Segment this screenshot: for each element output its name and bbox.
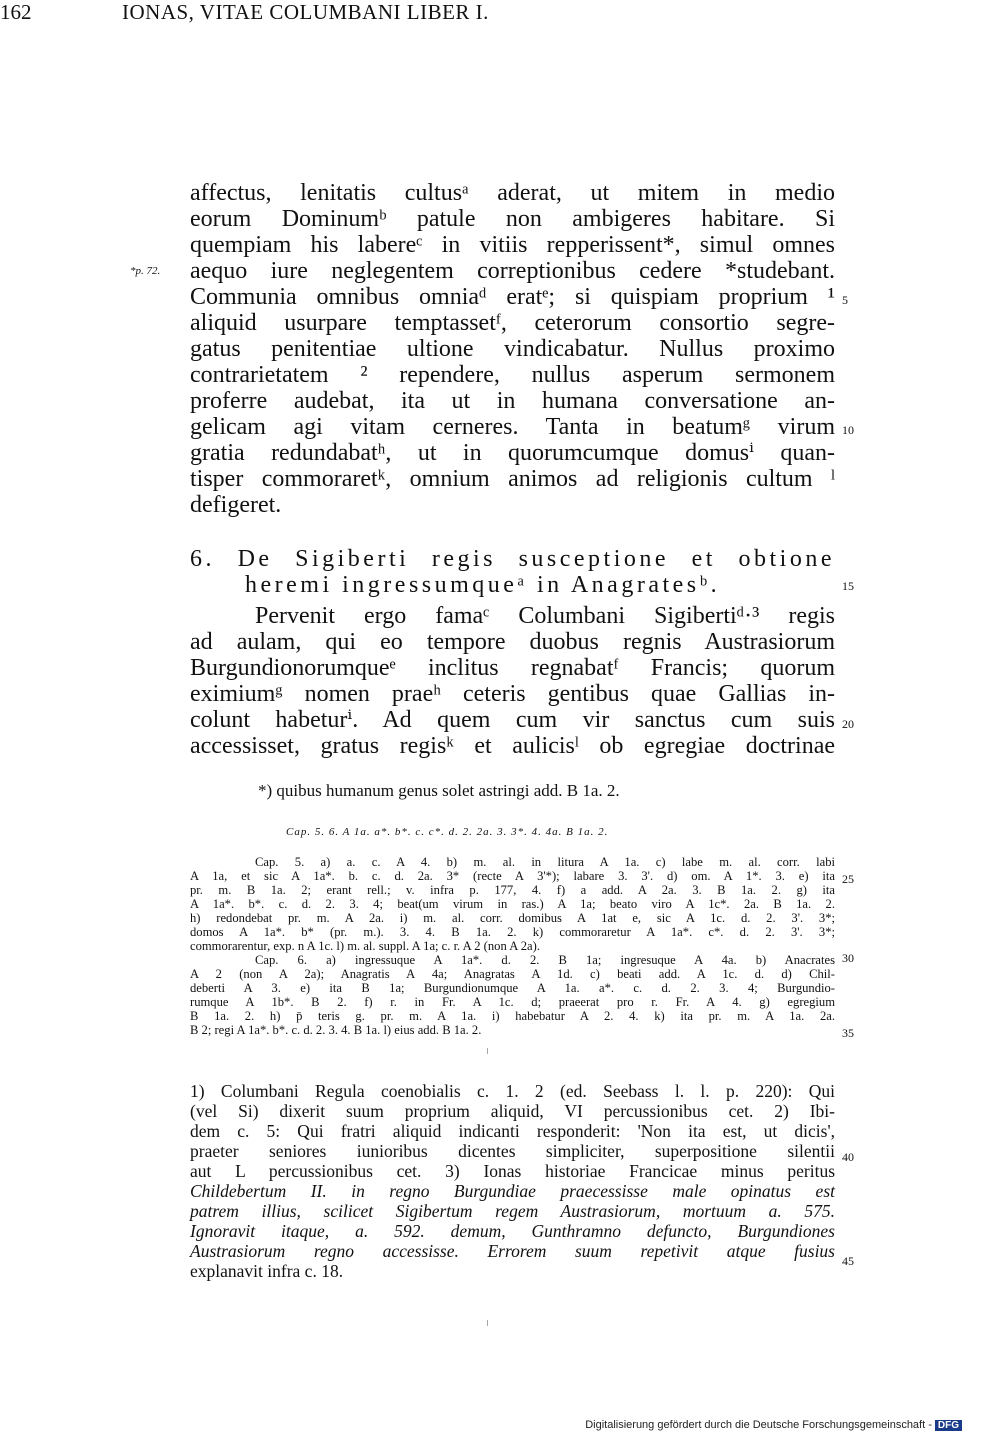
manuscript-list: Cap. 5. 6. A 1a. a*. b*. c. c*. d. 2. 2a. 3. 3*. 4. 4a. B 1a. 2.: [286, 826, 609, 838]
line-number: 30: [842, 951, 854, 965]
text-line: defigeret.: [190, 492, 282, 518]
text-line: tisper commoraretᵏ, omnium animos ad religionis cultum ˡ: [190, 466, 835, 492]
text-line: gratia redundabatʰ, ut in quorumcumque domusⁱ quan-: [190, 440, 835, 466]
note-line: aut L percussionibus cet. 3) Ionas historiae Francicae minus peritus: [190, 1161, 835, 1181]
text-line: gelicam agi vitam cerneres. Tanta in beatumᵍ virum: [190, 414, 835, 440]
text-line: gatus penitentiae ultione vindicabatur. Nullus proximo: [190, 336, 835, 362]
note-line: 1) Columbani Regula coenobialis c. 1. 2 (ed. Seebass l. l. p. 220): Qui: [190, 1081, 835, 1101]
apparatus-line: deberti A 3. e) ita B 1a; Burgundionumque A 1a. a*. c. d. 2. 3. 4; Burgundio-: [190, 981, 835, 995]
apparatus-line: h) redondebat pr. m. A 2a. i) m. al. corr. domibus A 1at e, sic A 1c. d. 2. 3'. 3*;: [190, 911, 835, 925]
text-line: contrarietatem ² rependere, nullus asperum sermonem: [190, 362, 835, 388]
line-number: 45: [842, 1254, 854, 1268]
apparatus-line: A 1a, et sic A 1a*. b. c. d. 2a. 3* (recte A 3'*); labare 3. 3'. d) om. A 1*. 3. e) ita: [190, 869, 835, 883]
chapter-heading-line2: heremi ingressumqueᵃ in Anagratesᵇ.: [245, 572, 721, 598]
text-line: Burgundionorumqueᵉ inclitus regnabatᶠ Francis; quorum: [190, 655, 835, 681]
note-line: dem c. 5: Qui fratri aliquid indicanti responderit: 'Non ita est, ut dicis',: [190, 1121, 835, 1141]
star-footnote: *) quibus humanum genus solet astringi add. B 1a. 2.: [258, 781, 620, 800]
text-line: aliquid usurpare temptassetᶠ, ceterorum consortio segre-: [190, 310, 835, 336]
line-number: 10: [842, 423, 854, 437]
text-line: eximiumᵍ nomen praeʰ ceteris gentibus quae Gallias in-: [190, 681, 835, 707]
text-line: colunt habeturⁱ. Ad quem cum vir sanctus cum suis: [190, 707, 835, 733]
text-line: accessisset, gratus regisᵏ et aulicisˡ ob egregiae doctrinae: [190, 733, 835, 759]
margin-page-reference: *p. 72.: [130, 265, 161, 277]
credit-text: Digitalisierung gefördert durch die Deutsche Forschungsgemeinschaft -: [585, 1419, 932, 1431]
note-line: Ignoravit itaque, a. 592. demum, Gunthramno defuncto, Burgundiones: [190, 1221, 835, 1241]
text-line: aequo iure neglegentem correptionibus cedere *studebant.: [190, 258, 835, 284]
running-title: IONAS, VITAE COLUMBANI LIBER I.: [122, 0, 489, 24]
apparatus-line: A 1a*. b*. c. d. 2. 3. 4; beat(um virum in ras.) A 1a; beato viro A 1c*. 2a. B 1a. 2.: [190, 897, 835, 911]
digitization-credit: [585, 1419, 962, 1431]
line-number: 20: [842, 717, 854, 731]
apparatus-line: rumque A 1b*. B 2. f) r. in Fr. A 1c. d; praeerat pro r. Fr. A 4. g) egregium: [190, 995, 835, 1009]
text-line: quempiam his labereᶜ in vitiis repperissent*, simul omnes: [190, 232, 835, 258]
text-line: Pervenit ergo famaᶜ Columbani Sigibertiᵈ·³ regis: [255, 603, 835, 629]
apparatus-line: B 1a. 2. h) p̄ teris g. pr. m. A 1a. i) habebatur A 2. 4. k) ita pr. m. A 1a. 2a.: [190, 1009, 835, 1023]
dfg-logo: DFG: [935, 1420, 962, 1431]
apparatus-line: Cap. 6. a) ingressuque A 1a*. d. 2. B 1a; ingresuque A 4a. b) Anacrates: [255, 953, 835, 967]
line-number: 5: [842, 293, 848, 307]
apparatus-line: domos A 1a*. b* (pr. m.). 3. 4. B 1a. 2. k) commoraretur A 1a*. c*. d. 2. 3'. 3*;: [190, 925, 835, 939]
apparatus-line: A 2 (non A 2a); Anagratis A 4a; Anagratas A 1d. c) beati add. A 1c. d. d) Chil-: [190, 967, 835, 981]
line-number: 25: [842, 872, 854, 886]
note-line: Austrasiorum regno accessisse. Errorem suum repetivit atque fusius: [190, 1241, 835, 1261]
line-number: 15: [842, 579, 854, 593]
note-line: (vel Si) dixerit suum proprium aliquid, VI percussionibus cet. 2) Ibi-: [190, 1101, 835, 1121]
chapter-heading-line1: 6. De Sigiberti regis susceptione et obtione: [190, 546, 835, 572]
page-number: 162: [0, 0, 32, 24]
text-line: ad aulam, qui eo tempore duobus regnis Austrasiorum: [190, 629, 835, 655]
apparatus-line: commorarentur, exp. n A 1c. l) m. al. suppl. A 1a; c. r. A 2 (non A 2a).: [190, 939, 540, 953]
text-line: affectus, lenitatis cultusᵃ aderat, ut mitem in medio: [190, 180, 835, 206]
scan-mark: [487, 1048, 488, 1054]
note-line: Childebertum II. in regno Burgundiae praecessisse male opinatus est: [190, 1181, 835, 1201]
scan-mark: [487, 1320, 488, 1326]
line-number: 40: [842, 1150, 854, 1164]
apparatus-line: B 2; regi A 1a*. b*. c. d. 2. 3. 4. B 1a. l) eius add. B 1a. 2.: [190, 1023, 482, 1037]
text-line: Communia omnibus omniaᵈ eratᵉ; si quispiam proprium ¹: [190, 284, 835, 310]
note-line: praeter seniores iunioribus dicentes simpliciter, superpositione silentii: [190, 1141, 835, 1161]
note-line: patrem illius, scilicet Sigibertum regem Austrasiorum, mortuum a. 575.: [190, 1201, 835, 1221]
note-line: explanavit infra c. 18.: [190, 1261, 344, 1281]
text-line: eorum Dominumᵇ patule non ambigeres habitare. Si: [190, 206, 835, 232]
apparatus-line: pr. m. B 1a. 2; erant rell.; v. infra p. 177, 4. f) a add. A 2a. 3. B 1a. 2. g) ita: [190, 883, 835, 897]
line-number: 35: [842, 1026, 854, 1040]
apparatus-line: Cap. 5. a) a. c. A 4. b) m. al. in litura A 1a. c) labe m. al. corr. labi: [255, 855, 835, 869]
text-line: proferre audebat, ita ut in humana conversatione an-: [190, 388, 835, 414]
